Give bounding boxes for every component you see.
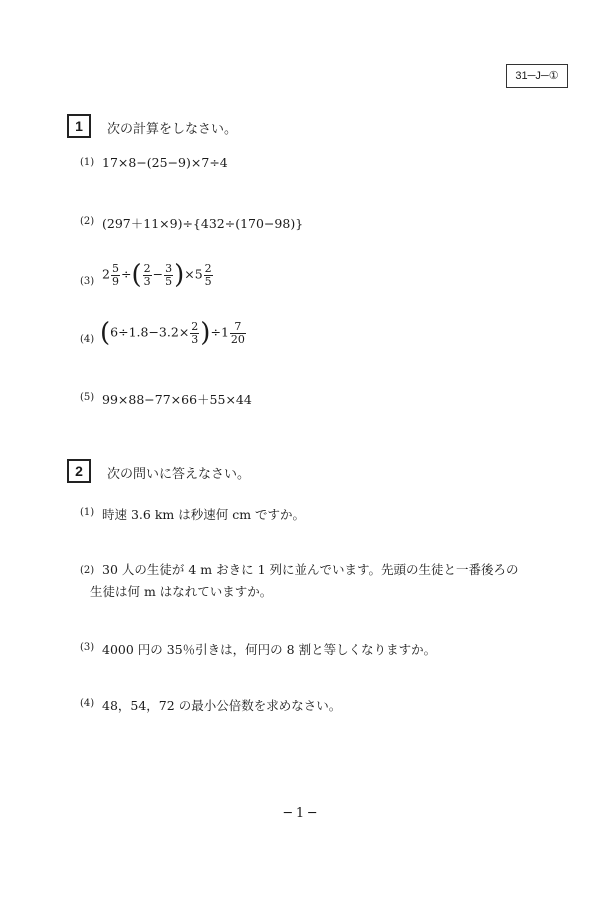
question-2-3-number: (3) xyxy=(80,642,95,653)
q3-minus: − xyxy=(152,266,164,282)
q3-times: × xyxy=(184,266,195,282)
question-2-1-text: 時速 3.6 km は秒速何 cm ですか。 xyxy=(102,507,306,522)
question-1-2-expression: (297＋11×9)÷{432÷(170−98)} xyxy=(102,216,304,231)
q3-divide: ÷ xyxy=(120,266,132,282)
q4-fraction-2: $\frac{7}{20}$ xyxy=(230,319,245,346)
question-1-1-number: (1) xyxy=(80,157,95,168)
question-1-3-number: (3) xyxy=(80,276,95,287)
q4-right-paren: ) xyxy=(200,318,211,348)
question-1-4-number: (4) xyxy=(80,334,95,345)
q3-fraction-2: $\frac{2}{3}$ xyxy=(143,261,151,288)
section-2-title: 次の問いに答えなさい。 xyxy=(107,467,251,482)
q3-fraction-3: $\frac{3}{5}$ xyxy=(165,261,173,288)
section-2-number: 2 xyxy=(67,459,91,483)
q3-fraction-4: $\frac{2}{5}$ xyxy=(204,261,212,288)
question-1-4-expression xyxy=(100,320,247,346)
question-1-5-number: (5) xyxy=(80,392,95,403)
question-2-2-text: 30 人の生徒が 4 m おきに 1 列に並んでいます。先頭の生徒と一番後ろの生徒は何 m はなれていますか。 xyxy=(90,562,519,599)
q3-whole-2: 5 xyxy=(194,266,203,282)
question-2-1-number: (1) xyxy=(80,507,95,518)
question-2-2-number: (2) xyxy=(80,565,95,576)
q4-expression-text: 6÷1.8−3.2× xyxy=(110,324,190,340)
exam-code-label: 31─J─① xyxy=(506,64,568,88)
question-2-4-number: (4) xyxy=(80,698,95,709)
question-1-3-expression xyxy=(102,262,214,288)
q3-left-paren: ( xyxy=(131,260,142,290)
q3-whole-1: 2 xyxy=(102,266,110,282)
q4-divide: ÷ xyxy=(210,324,221,340)
q3-right-paren: ) xyxy=(174,260,185,290)
q4-whole: 1 xyxy=(220,324,229,340)
question-1-1-expression: 17×8−(25−9)×7÷4 xyxy=(102,155,228,170)
question-1-5-expression: 99×88−77×66＋55×44 xyxy=(102,392,252,407)
section-1-title: 次の計算をしなさい。 xyxy=(107,122,238,137)
q4-left-paren: ( xyxy=(100,318,111,348)
question-2-4-text: 48，54，72 の最小公倍数を求めなさい。 xyxy=(102,698,342,713)
question-2-3-text: 4000 円の 35％引きは，何円の 8 割と等しくなりますか。 xyxy=(102,642,437,657)
section-1-number: 1 xyxy=(67,114,91,138)
question-1-2-number: (2) xyxy=(80,216,95,227)
q4-fraction-1: $\frac{2}{3}$ xyxy=(191,319,199,346)
q3-fraction-1: $\frac{5}{9}$ xyxy=(111,261,119,288)
page-number: ─ 1 ─ xyxy=(283,806,317,821)
